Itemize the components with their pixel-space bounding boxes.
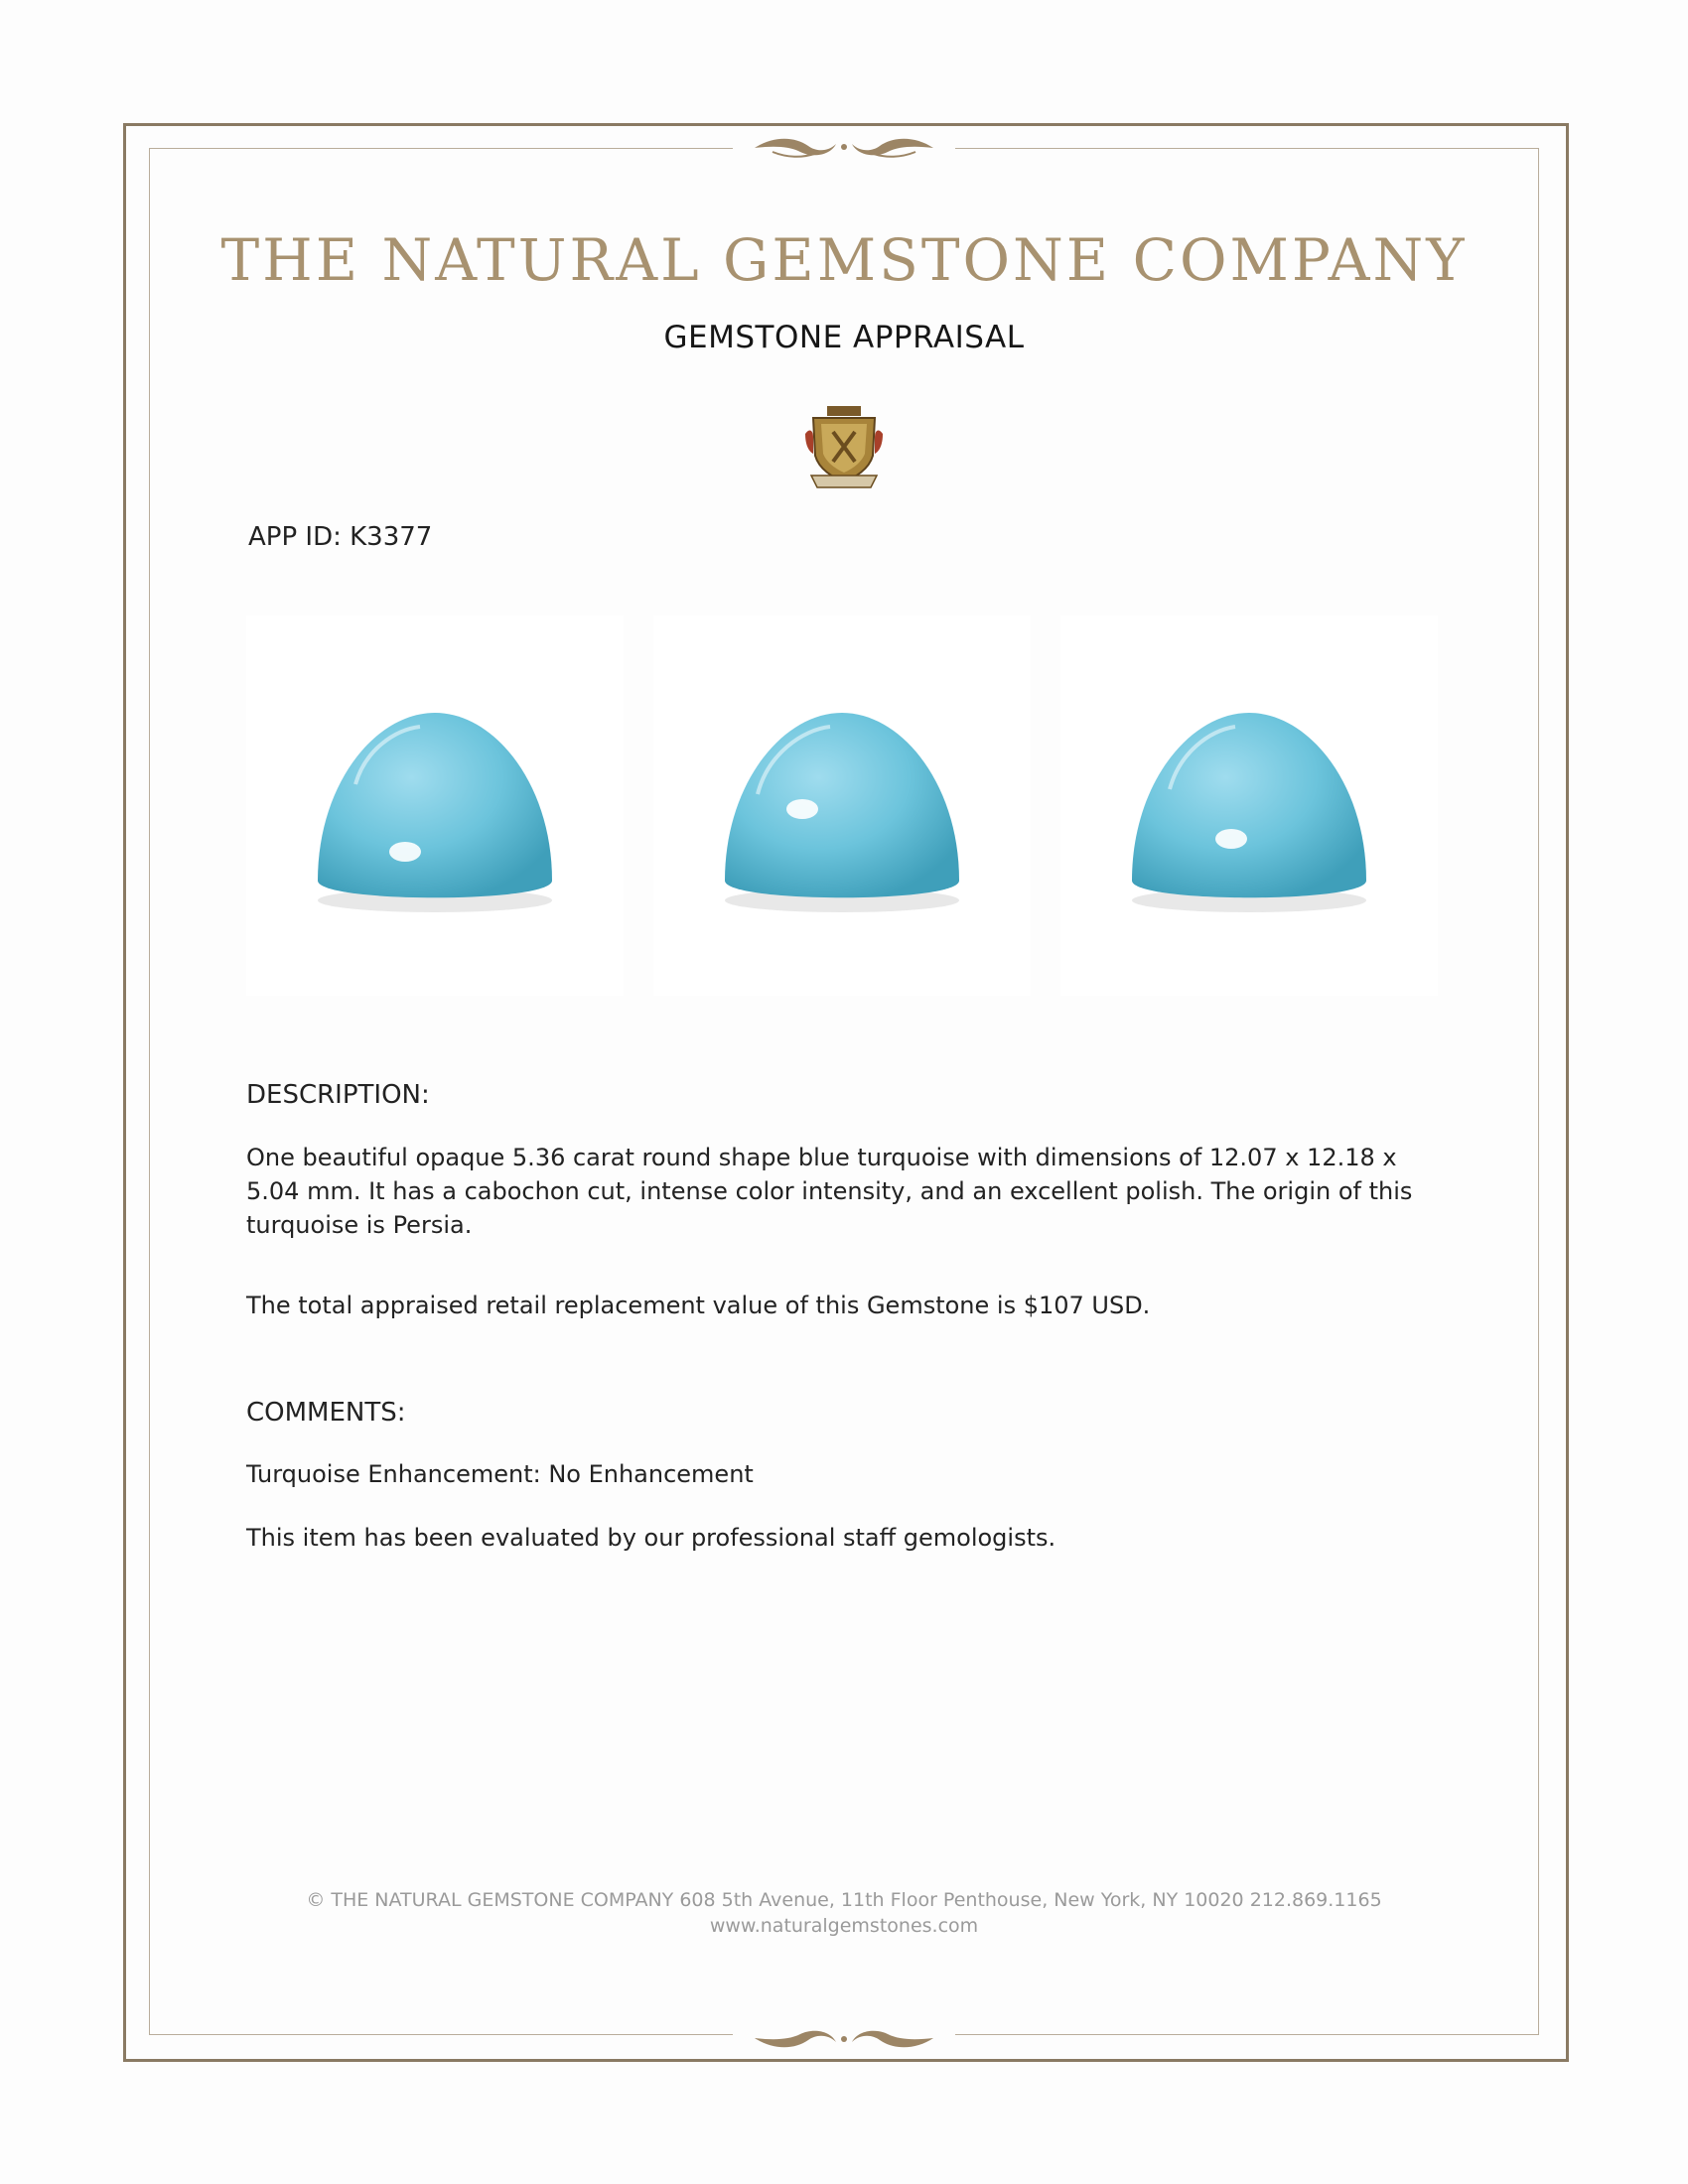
company-name: THE NATURAL GEMSTONE COMPANY — [220, 226, 1468, 294]
appraised-value-text: The total appraised retail replacement value of this Gemstone is $107 USD. — [246, 1292, 1151, 1319]
footer-website[interactable]: www.naturalgemstones.com — [709, 1915, 979, 1937]
description-heading: DESCRIPTION: — [246, 1080, 430, 1110]
gemstone-photo-2 — [653, 615, 1031, 996]
evaluation-comment: This item has been evaluated by our professional staff gemologists. — [246, 1524, 1056, 1552]
app-id: APP ID: K3377 — [248, 522, 433, 552]
footer-address: © THE NATURAL GEMSTONE COMPANY 608 5th Avenue, 11th Floor Penthouse, New York, NY 10020 212.869.1165 — [306, 1889, 1382, 1911]
gemstone-photo-1 — [246, 615, 624, 996]
description-text: One beautiful opaque 5.36 carat round shape blue turquoise with dimensions of 12.07 x 12.18 x 5.04 mm. It has a cabochon cut, intense color intensity, and an excellent polish. The origin of this turquoise is Persia. — [246, 1144, 1413, 1239]
document-title: GEMSTONE APPRAISAL — [663, 320, 1025, 355]
comments-heading: COMMENTS: — [246, 1398, 406, 1428]
top-flourish-ornament — [733, 130, 955, 166]
bottom-flourish-ornament — [733, 2020, 955, 2056]
enhancement-comment: Turquoise Enhancement: No Enhancement — [246, 1460, 754, 1488]
crest-logo — [803, 404, 885, 491]
gemstone-photo-3 — [1060, 615, 1438, 996]
